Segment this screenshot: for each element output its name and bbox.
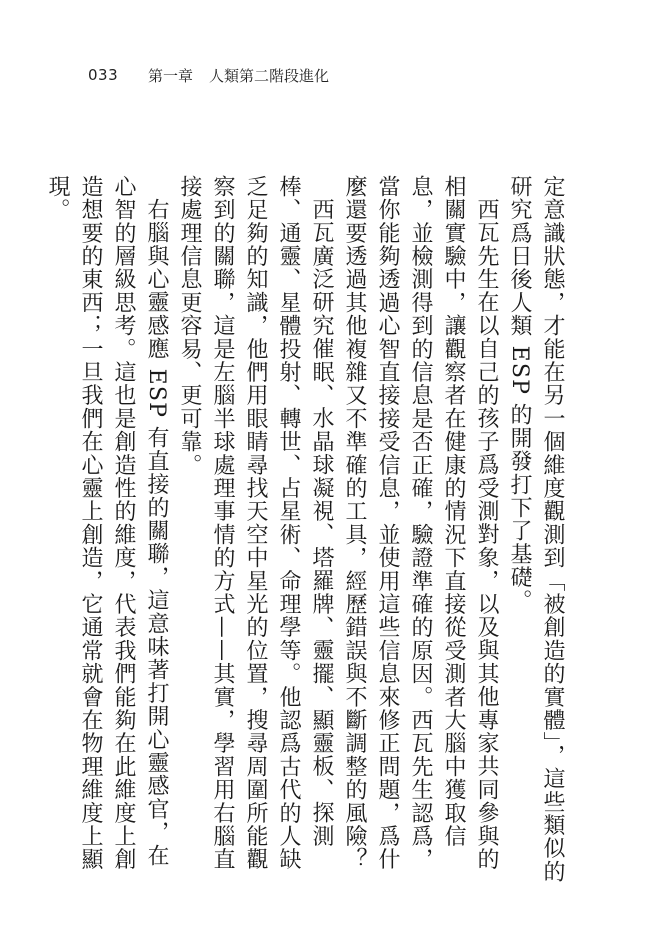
section-title: 人類第二階段進化 [209, 66, 330, 85]
paragraph-1: 定意識狀態，才能在另一個維度觀測到「被創造的實體」，這些類似的研究爲日後人類 ESP 的開發打下了基礎。 [507, 175, 565, 884]
paragraph-3: 西瓦廣泛研究催眠、水晶球凝視、塔羅牌、靈擺、顯靈板、探測棒、通靈、星體投射、轉世、占星術、命理學等。他認爲古代的人缺乏足夠的知識，他們用眼睛尋找天空中星光的位置，搜尋周圍所能觀察到的關聯，這是左腦半球處理事情的方式——其實，學習用右腦直接處理信息更容易、更可靠。 [177, 175, 334, 871]
chapter-label: 第一章 [148, 66, 194, 85]
running-header [88, 64, 329, 86]
paragraph-2: 西瓦先生在以自己的孩子爲受測對象，以及與其他專家共同參與的相關實驗中，讓觀察者在健康的情況下直接從受測者大腦中獲取信息，並檢測得到的信息是否正確，驗證準確的原因。西瓦先生認爲，當你能夠透過心智直接接受信息，並使用這些信息來修正問題，爲什麼還要透過其他複雜又不準確的工具，經歷錯誤與不斷調整的風險？ [342, 175, 499, 871]
body-text [41, 175, 569, 887]
page-number: 033 [88, 66, 119, 84]
paragraph-4: 右腦與心靈感應 ESP 有直接的關聯，這意味著打開心靈感官，在心智的層級思考。這也是創造性的維度，代表我們能夠在此維度上創造想要的東西；一旦我們在心靈上創造，它通常就會在物理維度上顯現。 [45, 175, 169, 871]
